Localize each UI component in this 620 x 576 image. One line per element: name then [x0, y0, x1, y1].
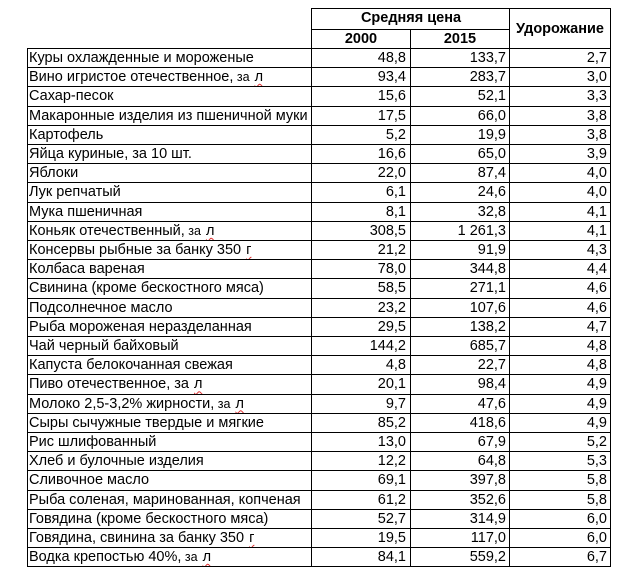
price-2000: 4,8	[385, 357, 406, 374]
product-label: Лук репчатый	[29, 184, 121, 201]
unit-label: г	[246, 242, 252, 258]
price-2000: 5,2	[385, 126, 406, 143]
header-avg-price: Средняя цена	[360, 10, 462, 26]
grid-line	[27, 490, 611, 491]
product-label: Сахар-песок	[29, 88, 114, 105]
row-product-name	[28, 375, 310, 394]
price-rise: 6,7	[586, 549, 607, 566]
price-2000: 9,7	[385, 395, 406, 412]
header-year-2015: 2015	[443, 31, 477, 47]
product-label: Пиво отечественное, за	[29, 376, 189, 393]
price-rise: 3,3	[586, 88, 607, 105]
price-2015: 133,7	[469, 50, 506, 66]
price-2015: 66,0	[477, 107, 506, 124]
price-2015: 314,9	[469, 510, 506, 527]
product-label: Яйца куриные, за 10 шт.	[29, 146, 192, 162]
price-2000: 19,5	[377, 530, 406, 546]
price-2000: 6,1	[385, 184, 406, 201]
grid-line	[27, 125, 611, 126]
price-2000: 84,1	[377, 549, 406, 566]
grid-line	[27, 355, 611, 356]
header-year-2000: 2000	[344, 31, 378, 47]
grid-line	[27, 259, 611, 260]
price-2015: 98,4	[477, 376, 506, 393]
price-2000: 16,6	[377, 146, 406, 162]
price-rise: 3,9	[586, 146, 607, 162]
price-2015: 67,9	[477, 434, 506, 450]
grid-line	[27, 106, 611, 107]
product-label: Чай черный байховый	[29, 338, 179, 354]
grid-line	[311, 8, 312, 567]
price-2015: 91,9	[477, 242, 506, 258]
price-2015: 24,6	[477, 184, 506, 201]
grid-line	[27, 470, 611, 471]
product-label: Вино игристое отечественное,	[29, 69, 234, 86]
price-2000: 61,2	[377, 491, 406, 508]
grid-line	[509, 8, 510, 567]
price-rise: 4,4	[586, 261, 607, 278]
price-2000: 8,1	[385, 203, 406, 220]
price-2000: 308,5	[369, 222, 406, 239]
price-2000: 20,1	[377, 376, 406, 393]
grid-line	[27, 394, 611, 395]
grid-line	[27, 566, 611, 567]
grid-line	[27, 48, 611, 49]
price-rise: 4,9	[586, 376, 607, 393]
price-rise: 4,6	[586, 299, 607, 316]
product-label: Колбаса вареная	[29, 261, 145, 278]
row-product-name	[28, 510, 310, 529]
price-rise: 4,6	[586, 280, 607, 297]
price-rise: 4,1	[586, 203, 607, 220]
unit-label: г	[249, 530, 255, 546]
price-2015: 418,6	[469, 414, 506, 431]
product-label: Коньяк отечественный,	[29, 222, 185, 239]
row-product-name	[28, 318, 310, 337]
product-label: Консервы рыбные за банку 350	[29, 242, 242, 258]
grid-line	[27, 528, 611, 529]
product-label: Рыба соленая, маринованная, копченая	[29, 491, 301, 508]
grid-line	[27, 144, 611, 145]
price-2015: 559,2	[469, 549, 506, 566]
unit-label: л	[254, 69, 264, 86]
unit-label: л	[202, 549, 212, 566]
price-2015: 344,8	[469, 261, 506, 278]
row-product-name	[28, 68, 310, 87]
price-rise: 4,8	[586, 357, 607, 374]
row-product-name	[28, 183, 310, 202]
price-rise: 5,8	[586, 491, 607, 508]
unit-prefix: за	[184, 223, 201, 238]
price-2015: 64,8	[477, 453, 506, 470]
unit-label: л	[194, 376, 203, 393]
row-product-name	[28, 548, 310, 567]
price-rise: 3,0	[586, 69, 607, 86]
price-2000: 15,6	[377, 88, 406, 105]
price-2015: 352,6	[469, 491, 506, 508]
row-product-name	[28, 145, 310, 164]
price-2000: 22,0	[377, 165, 406, 182]
row-product-name	[28, 471, 310, 490]
row-product-name	[28, 279, 310, 298]
price-rise: 4,0	[586, 165, 607, 182]
grid-line	[27, 86, 611, 87]
price-rise: 4,0	[586, 184, 607, 201]
grid-line	[27, 509, 611, 510]
product-label: Подсолнечное масло	[29, 299, 173, 316]
grid-line	[27, 163, 611, 164]
product-label: Водка крепостью 40%,	[29, 549, 182, 566]
row-product-name	[28, 299, 310, 318]
price-2015: 271,1	[469, 280, 506, 297]
product-label: Мука пшеничная	[29, 203, 143, 220]
price-rise: 4,7	[586, 318, 607, 335]
price-2000: 144,2	[369, 338, 406, 354]
price-rise: 2,7	[586, 50, 607, 66]
price-rise: 6,0	[586, 530, 607, 546]
product-label: Говядина, свинина за банку 350	[29, 530, 245, 546]
grid-line	[27, 221, 611, 222]
product-label: Макаронные изделия из пшеничной муки	[29, 107, 308, 124]
price-2015: 283,7	[469, 69, 506, 86]
product-label: Сыры сычужные твердые и мягкие	[29, 414, 264, 431]
product-label: Яблоки	[29, 165, 79, 182]
price-2015: 19,9	[477, 126, 506, 143]
grid-line	[27, 451, 611, 452]
price-2015: 117,0	[470, 530, 506, 546]
grid-line	[27, 317, 611, 318]
row-product-name	[28, 87, 310, 106]
grid-line	[27, 48, 28, 567]
price-2000: 21,2	[377, 242, 406, 258]
row-product-name	[28, 49, 310, 68]
row-product-name	[28, 164, 310, 183]
product-label: Картофель	[29, 126, 104, 143]
price-rise: 4,9	[586, 414, 607, 431]
price-2015: 138,2	[469, 318, 506, 335]
product-label: Свинина (кроме бескостного мяса)	[29, 280, 264, 297]
price-2015: 397,8	[469, 472, 506, 489]
grid-line	[27, 202, 611, 203]
product-label: Куры охлажденные и мороженые	[29, 50, 254, 66]
product-label: Рыба мороженая неразделанная	[29, 318, 252, 335]
product-label: Капуста белокочанная свежая	[29, 357, 233, 374]
price-rise: 5,2	[586, 434, 607, 450]
row-product-name	[28, 337, 310, 356]
product-label: Рис шлифованный	[29, 434, 157, 450]
price-rise: 6,0	[586, 510, 607, 527]
row-product-name	[28, 491, 310, 510]
price-2015: 107,6	[469, 299, 506, 316]
row-product-name	[28, 126, 310, 145]
grid-line	[27, 240, 611, 241]
row-product-name	[28, 529, 310, 548]
row-product-name	[28, 452, 310, 471]
row-product-name	[28, 395, 310, 414]
row-product-name	[28, 433, 310, 452]
unit-label: л	[205, 222, 215, 239]
price-2000: 52,7	[377, 510, 406, 527]
price-rise: 3,8	[586, 126, 607, 143]
row-product-name	[28, 241, 310, 260]
header-price-rise: Удорожание	[516, 21, 604, 37]
price-rise: 5,8	[586, 472, 607, 489]
price-2000: 48,8	[377, 50, 406, 66]
grid-line	[311, 8, 611, 9]
price-2015: 47,6	[477, 395, 506, 412]
row-product-name	[28, 356, 310, 375]
grid-line	[27, 278, 611, 279]
product-label: Сливочное масло	[29, 472, 150, 489]
price-2000: 85,2	[377, 414, 406, 431]
grid-line	[27, 182, 611, 183]
row-product-name	[28, 260, 310, 279]
price-rise: 3,8	[586, 107, 607, 124]
price-rise: 4,1	[586, 222, 607, 239]
price-2015: 65,0	[477, 146, 506, 162]
row-product-name	[28, 222, 310, 241]
grid-line	[27, 413, 611, 414]
price-2000: 78,0	[377, 261, 406, 278]
price-rise: 4,9	[586, 395, 607, 412]
product-label: Молоко 2,5-3,2% жирности,	[29, 395, 215, 412]
price-2000: 69,1	[377, 472, 406, 489]
row-product-name	[28, 414, 310, 433]
unit-label: л	[235, 395, 244, 412]
unit-prefix: за	[233, 70, 250, 85]
product-label: Хлеб и булочные изделия	[29, 453, 204, 470]
price-rise: 5,3	[586, 453, 607, 470]
price-2000: 23,2	[377, 299, 406, 316]
price-2000: 12,2	[377, 453, 406, 470]
row-product-name	[28, 107, 310, 126]
price-rise: 4,3	[586, 242, 607, 258]
product-label: Говядина (кроме бескостного мяса)	[29, 510, 269, 527]
price-2000: 29,5	[377, 318, 406, 335]
price-2015: 22,7	[477, 357, 506, 374]
grid-line	[27, 374, 611, 375]
price-2015: 52,1	[477, 88, 506, 105]
unit-prefix: за	[181, 550, 198, 565]
grid-line	[410, 29, 411, 567]
price-2015: 685,7	[469, 338, 506, 354]
price-2000: 17,5	[377, 107, 406, 124]
grid-line	[610, 8, 611, 567]
grid-line	[27, 547, 611, 548]
price-2000: 13,0	[377, 434, 406, 450]
price-2015: 87,4	[477, 165, 506, 182]
grid-line	[27, 298, 611, 299]
row-product-name	[28, 203, 310, 222]
unit-prefix: за	[214, 396, 231, 411]
grid-line	[27, 432, 611, 433]
price-2000: 58,5	[377, 280, 406, 297]
price-2015: 1 261,3	[457, 222, 506, 239]
price-2015: 32,8	[477, 203, 506, 220]
price-rise: 4,8	[586, 338, 607, 354]
grid-line	[27, 336, 611, 337]
price-2000: 93,4	[377, 69, 406, 86]
grid-line	[27, 67, 611, 68]
